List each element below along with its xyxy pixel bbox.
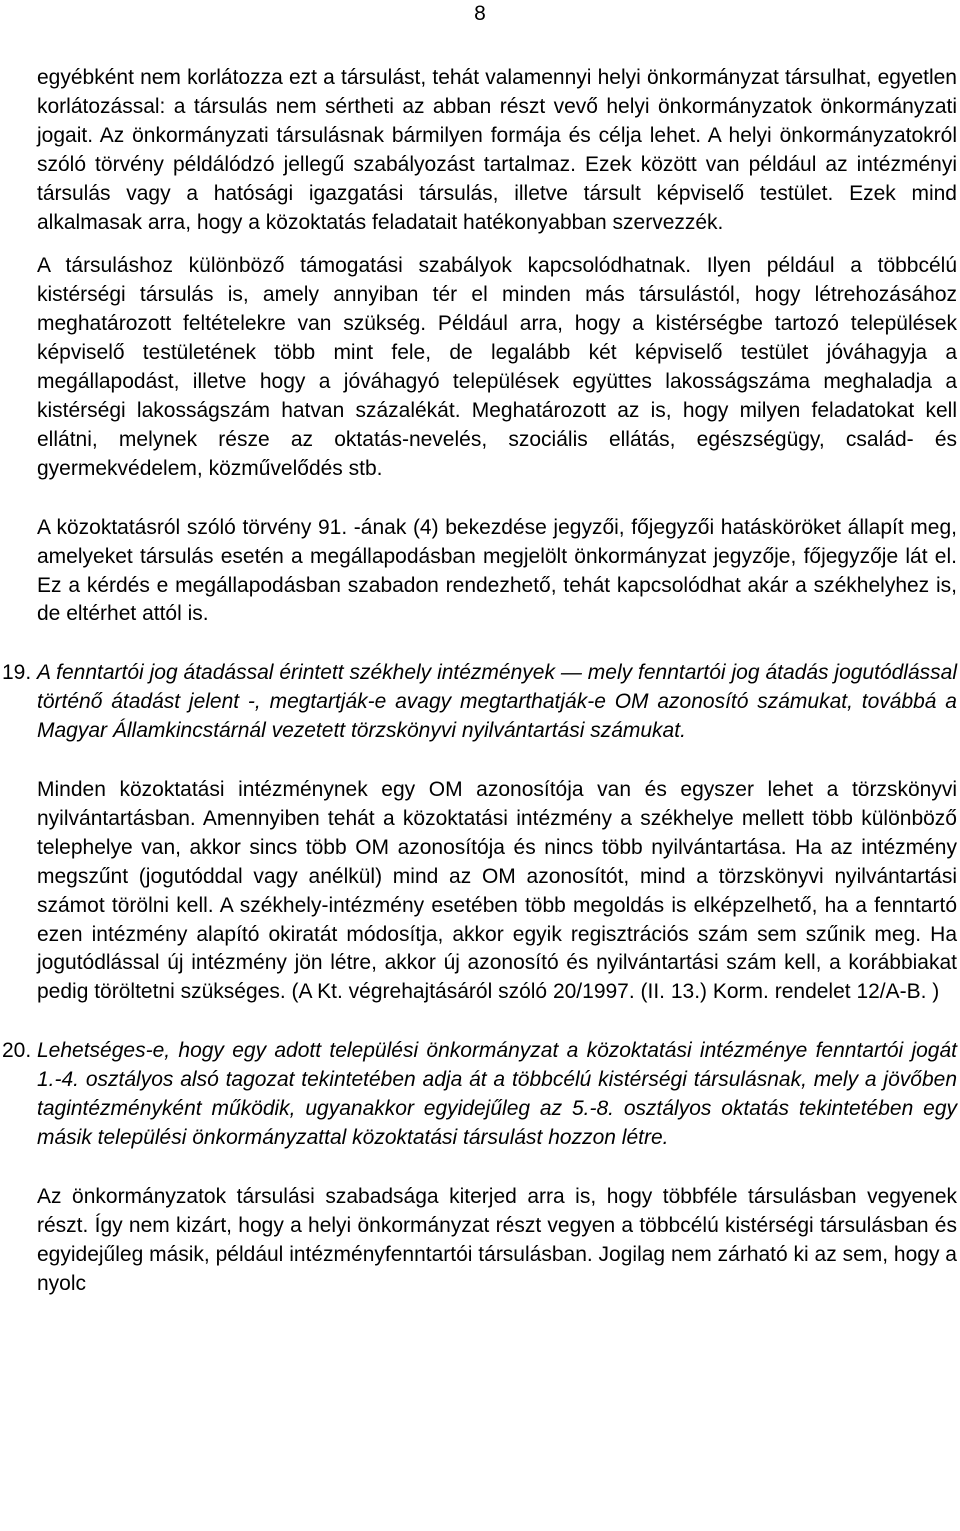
question-19-text: A fenntartói jog átadással érintett székhely intézmények — mely fenntartói jog átadás jogutódlással történő átadást jelent -, megtartják-e avagy megtarthatják-e OM azonosító számukat, továbbá a Magyar Államkincstárnál vezetett törzskönyvi nyilvántartási számukat. (37, 661, 957, 743)
document-body (2, 64, 957, 1299)
paragraph-1: egyébként nem korlátozza ezt a társulást, tehát valamennyi helyi önkormányzat társulhat, egyetlen korlátozással: a társulás nem sértheti az abban részt vevő helyi önkormányzatok önkormányzati jogait. Az önkormányzati társulásnak bármilyen formája és célja lehet. A helyi önkormányzatokról szóló törvény példálódzó jellegű szabályozást tartalmaz. Ezek között van például az intézményi társulás vagy a hatósági igazgatási társulás, illetve társult képviselő testület. Ezek mind alkalmasak arra, hogy a közoktatás feladatait hatékonyabban szervezzék. (37, 66, 957, 234)
paragraph-4: Minden közoktatási intézménynek egy OM azonosítója van és egyszer lehet a törzskönyvi nyilvántartásban. Amennyiben tehát a közoktatási intézmény a székhelye mellett több különböző telephelye van, akkor sincs több OM azonosítója és nincs több nyilvántartása. Ha az intézmény megszűnt (jogutóddal vagy anélkül) mind az OM azonosítót, mind a törzskönyvi nyilvántartási számot törölni kell. A székhely-intézmény esetében több megoldás is elképzelhető, ha a fenntartó ezen intézmény alapító okiratát módosítja, akkor egyik regisztrációs szám sem szűnik meg. Ha jogutódlással új intézmény jön létre, akkor új azonosító és nyilvántartási szám kell, a korábbiakat pedig töröltetni szükséges. (A Kt. végrehajtásáról szóló 20/1997. (II. 13.) Korm. rendelet 12/A-B. ) (37, 778, 957, 1004)
page-number: 8 (474, 2, 486, 25)
paragraph-3: A közoktatásról szóló törvény 91. -ának (4) bekezdése jegyzői, főjegyzői hatásköröket állapít meg, amelyeket társulás esetén a megállapodásban megjelölt önkormányzat jegyzője, főjegyzője lát el. Ez a kérdés e megállapodásban szabadon rendezhető, tehát kapcsolódhat akár a székhelyhez is, de eltérhet attól is. (37, 515, 957, 626)
question-20-number: 20. (2, 1039, 32, 1063)
question-19 (2, 659, 957, 746)
paragraph-5: Az önkormányzatok társulási szabadsága kiterjed arra is, hogy többféle társulásban vegyenek részt. Így nem kizárt, hogy a helyi önkormányzat részt vegyen a többcélú kistérségi társulásban és egyidejűleg másik, például intézményfenntartói társulásban. Jogilag nem zárható ki az sem, hogy a nyolc (37, 1184, 957, 1295)
paragraph-2: A társuláshoz különböző támogatási szabályok kapcsolódhatnak. Ilyen például a többcélú kistérségi társulás is, amely annyiban tér el minden más társulástól, hogy létrehozásához meghatározott feltételekre van szükség. Például arra, hogy a kistérségbe tartozó települések képviselő testületének több mint fele, de legalább két képviselő testület jóváhagyja a megállapodást, illetve hogy a jóváhagyó települések együttes lakosságszáma meghaladja a kistérségi lakosságszám hatvan százalékát. Meghatározott az is, hogy milyen feladatokat kell ellátni, melynek része az oktatás-nevelés, szociális ellátás, egészségügy, család- és gyermekvédelem, közművelődés stb. (37, 254, 957, 480)
question-20 (2, 1037, 957, 1153)
question-19-number: 19. (2, 661, 32, 685)
question-20-text: Lehetséges-e, hogy egy adott települési önkormányzat a közoktatási intézménye fenntartói jogát 1.-4. osztályos alsó tagozat tekintetében adja át a többcélú kistérségi társulásnak, mely a jövőben tagintézményként működik, ugyanakkor egyidejűleg az 5.-8. osztályos oktatás tekintetében egy másik települési önkormányzattal közoktatási társulást hozzon létre. (37, 1039, 957, 1149)
